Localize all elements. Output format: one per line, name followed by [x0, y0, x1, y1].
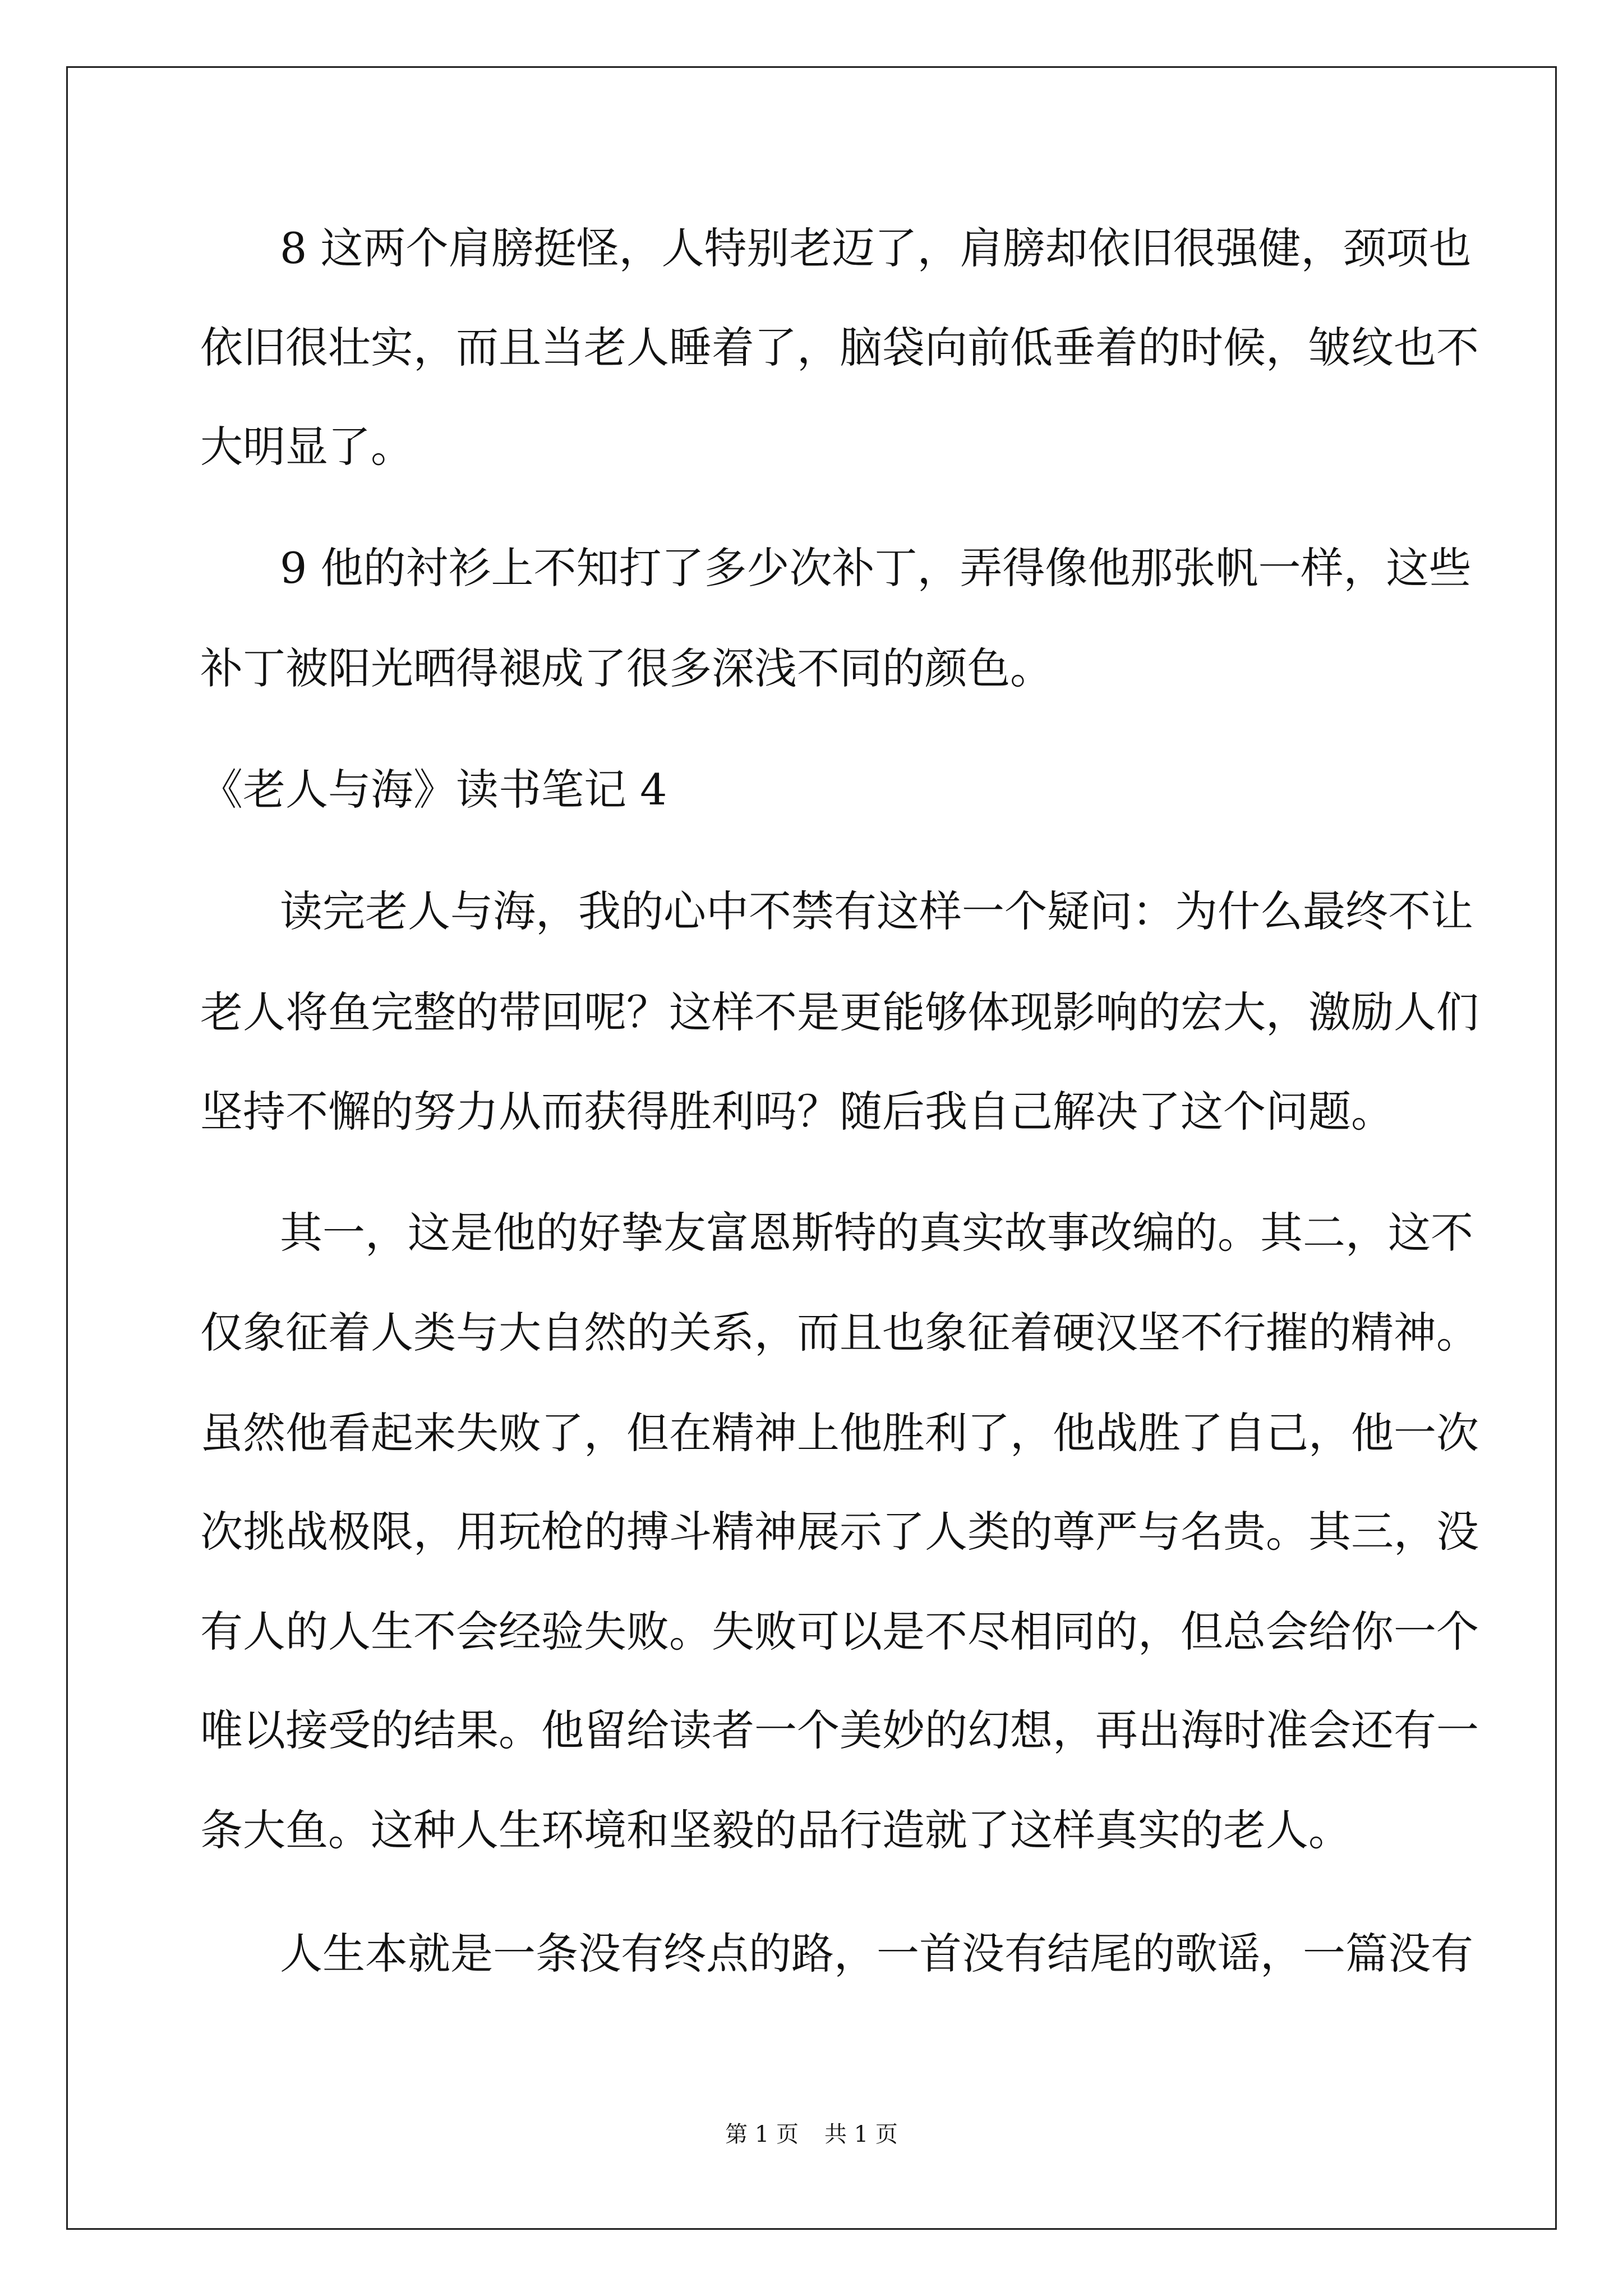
text-line: 坚持不懈的努力从而获得胜利吗？随后我自己解决了这个问题。: [200, 1087, 1394, 1137]
page-border: [66, 66, 1557, 2230]
text-line: 仅象征着人类与大自然的关系，而且也象征着硬汉坚不行摧的精神。: [200, 1308, 1479, 1358]
text-line: 9 他的衬衫上不知打了多少次补丁，弄得像他那张帆一样，这些: [280, 543, 1472, 593]
text-line: 8 这两个肩膀挺怪，人特别老迈了，肩膀却依旧很强健，颈项也: [280, 223, 1472, 273]
text-line: 补丁被阳光晒得褪成了很多深浅不同的颜色。: [200, 643, 1053, 693]
page-number-total: 共 1 页: [824, 2122, 898, 2147]
section-heading: 《老人与海》读书笔记 4: [200, 765, 667, 815]
text-line: 读完老人与海，我的心中不禁有这样一个疑问：为什么最终不让: [280, 886, 1473, 936]
text-line: 人生本就是一条没有终点的路，一首没有结尾的歌谣，一篇没有: [280, 1929, 1473, 1978]
text-line: 条大鱼。这种人生环境和坚毅的品行造就了这样真实的老人。: [200, 1805, 1351, 1855]
text-line: 依旧很壮实，而且当老人睡着了，脑袋向前低垂着的时候，皱纹也不: [200, 323, 1479, 372]
text-line: 虽然他看起来失败了，但在精神上他胜利了，他战胜了自己，他一次: [200, 1408, 1479, 1458]
text-line: 次挑战极限，用玩枪的搏斗精神展示了人类的尊严与名贵。其三，没: [200, 1507, 1479, 1557]
text-line: 有人的人生不会经验失败。失败可以是不尽相同的，但总会给你一个: [200, 1607, 1479, 1657]
text-line: 大明显了。: [200, 422, 413, 472]
text-line: 其一，这是他的好挚友富恩斯特的真实故事改编的。其二，这不: [280, 1208, 1473, 1258]
page-number-current: 第 1 页: [725, 2122, 799, 2147]
text-line: 老人将鱼完整的带回呢？这样不是更能够体现影响的宏大，激励人们: [200, 987, 1479, 1037]
page-footer: [0, 2118, 1623, 2151]
text-line: 唯以接受的结果。他留给读者一个美妙的幻想，再出海时准会还有一: [200, 1705, 1479, 1755]
